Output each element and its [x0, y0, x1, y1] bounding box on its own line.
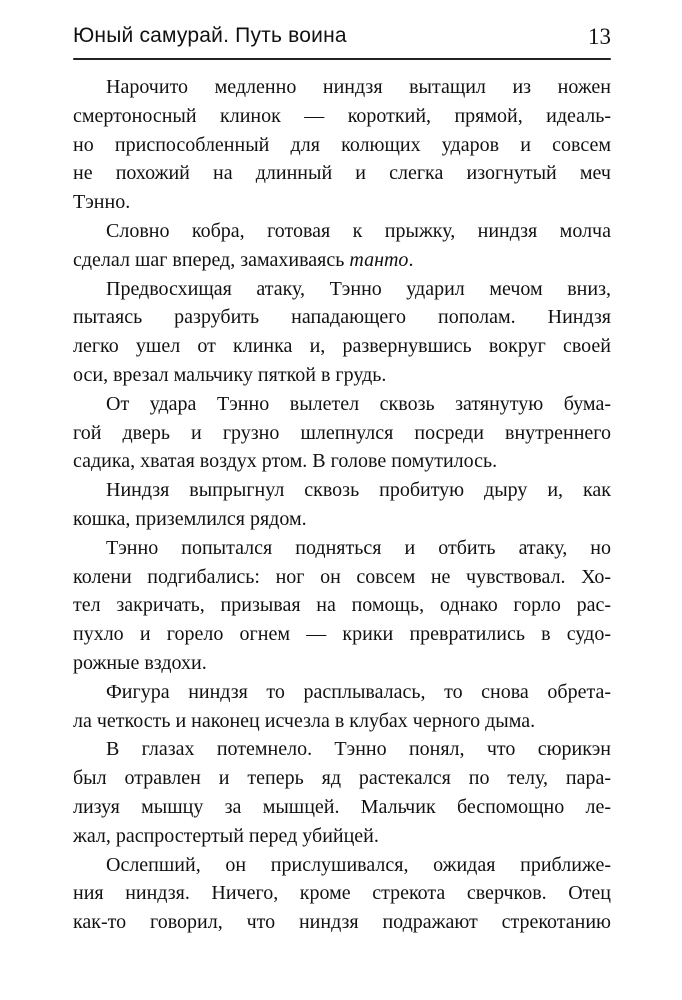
- line-text: сделал шаг вперед, замахиваясь: [73, 248, 350, 271]
- text-line: [73, 275, 611, 304]
- line-text: ния ниндзя. Ничего, кроме стрекота сверчков. Отец: [73, 882, 611, 905]
- text-line: [73, 159, 611, 188]
- text-line: [73, 102, 611, 131]
- text-line: [73, 879, 611, 908]
- paragraph: [73, 73, 611, 217]
- line-text: пухло и горело огнем — крики превратились в судо-: [73, 623, 611, 646]
- line-text: Предвосхищая атаку, Тэнно ударил мечом вниз,: [106, 277, 611, 300]
- text-line: [73, 707, 611, 736]
- text-line: [73, 534, 611, 563]
- line-text: лизуя мышцу за мышцей. Мальчик беспомощно ле-: [73, 795, 611, 818]
- text-line: [73, 851, 611, 880]
- line-text: был отравлен и теперь яд растекался по телу, пара-: [73, 767, 611, 790]
- text-line: [73, 476, 611, 505]
- header-rule: [73, 58, 611, 60]
- text-line: [73, 908, 611, 937]
- line-text: как-то говорил, что ниндзя подражают стрекотанию: [73, 911, 611, 934]
- paragraph: [73, 678, 611, 736]
- body-text: [73, 73, 611, 937]
- paragraph: [73, 534, 611, 678]
- line-text: В глазах потемнело. Тэнно понял, что сюрикэн: [106, 738, 611, 761]
- text-line: [73, 793, 611, 822]
- line-text: легко ушел от клинка и, развернувшись вокруг своей: [73, 335, 611, 358]
- line-text: ла четкость и наконец исчезла в клубах черного дыма.: [73, 709, 536, 732]
- text-line: [73, 390, 611, 419]
- line-text: оси, врезал мальчику пяткой в грудь.: [73, 363, 387, 386]
- text-line: [73, 332, 611, 361]
- text-line: [73, 188, 611, 217]
- line-text: Фигура ниндзя то расплывалась, то снова обрета-: [106, 680, 611, 703]
- running-header: [73, 24, 611, 54]
- text-line: [73, 591, 611, 620]
- text-line: [73, 505, 611, 534]
- text-line: [73, 361, 611, 390]
- line-text: не похожий на длинный и слегка изогнутый меч: [73, 162, 611, 185]
- paragraph: [73, 390, 611, 476]
- text-line: [73, 649, 611, 678]
- line-text: .: [408, 248, 414, 271]
- line-text: гой дверь и грузно шлепнулся посреди внутреннего: [73, 421, 611, 444]
- paragraph: [73, 735, 611, 850]
- text-line: [73, 246, 611, 275]
- text-line: [73, 419, 611, 448]
- line-text: но приспособленный для колющих ударов и совсем: [73, 133, 611, 156]
- paragraph: [73, 476, 611, 534]
- line-text: садика, хватая воздух ртом. В голове помутилось.: [73, 450, 498, 473]
- page-number: 13: [588, 24, 611, 49]
- text-line: [73, 217, 611, 246]
- text-line: [73, 620, 611, 649]
- line-text: тел закричать, призывая на помощь, однако горло рас-: [73, 594, 611, 617]
- line-text: пытаясь разрубить нападающего пополам. Ниндзя: [73, 306, 611, 329]
- text-line: [73, 822, 611, 851]
- running-title: Юный самурай. Путь воина: [73, 24, 347, 47]
- text-line: [73, 678, 611, 707]
- line-text: Словно кобра, готовая к прыжку, ниндзя молча: [106, 219, 611, 242]
- line-text: кошка, приземлился рядом.: [73, 507, 307, 530]
- line-text: жал, распростертый перед убийцей.: [73, 824, 379, 847]
- text-line: [73, 764, 611, 793]
- line-text: рожные вздохи.: [73, 651, 207, 674]
- line-text: Ниндзя выпрыгнул сквозь пробитую дыру и, как: [106, 479, 611, 502]
- paragraph: [73, 275, 611, 390]
- text-line: [73, 303, 611, 332]
- paragraph: [73, 217, 611, 275]
- line-text: смертоносный клинок — короткий, прямой, идеаль-: [73, 104, 611, 127]
- line-text: Тэнно.: [73, 191, 131, 214]
- text-line: [73, 447, 611, 476]
- paragraph: [73, 851, 611, 937]
- text-line: [73, 563, 611, 592]
- text-line: [73, 735, 611, 764]
- line-text: Нарочито медленно ниндзя вытащил из ножен: [106, 76, 611, 98]
- italic-term: танто: [349, 248, 409, 271]
- text-line: [73, 73, 611, 102]
- line-text: От удара Тэнно вылетел сквозь затянутую бума-: [106, 392, 611, 415]
- line-text: Ослепший, он прислушивался, ожидая приближе-: [106, 853, 611, 876]
- line-text: Тэнно попытался подняться и отбить атаку, но: [106, 536, 611, 559]
- line-text: колени подгибались: ног он совсем не чувствовал. Хо-: [73, 565, 611, 588]
- text-line: [73, 131, 611, 160]
